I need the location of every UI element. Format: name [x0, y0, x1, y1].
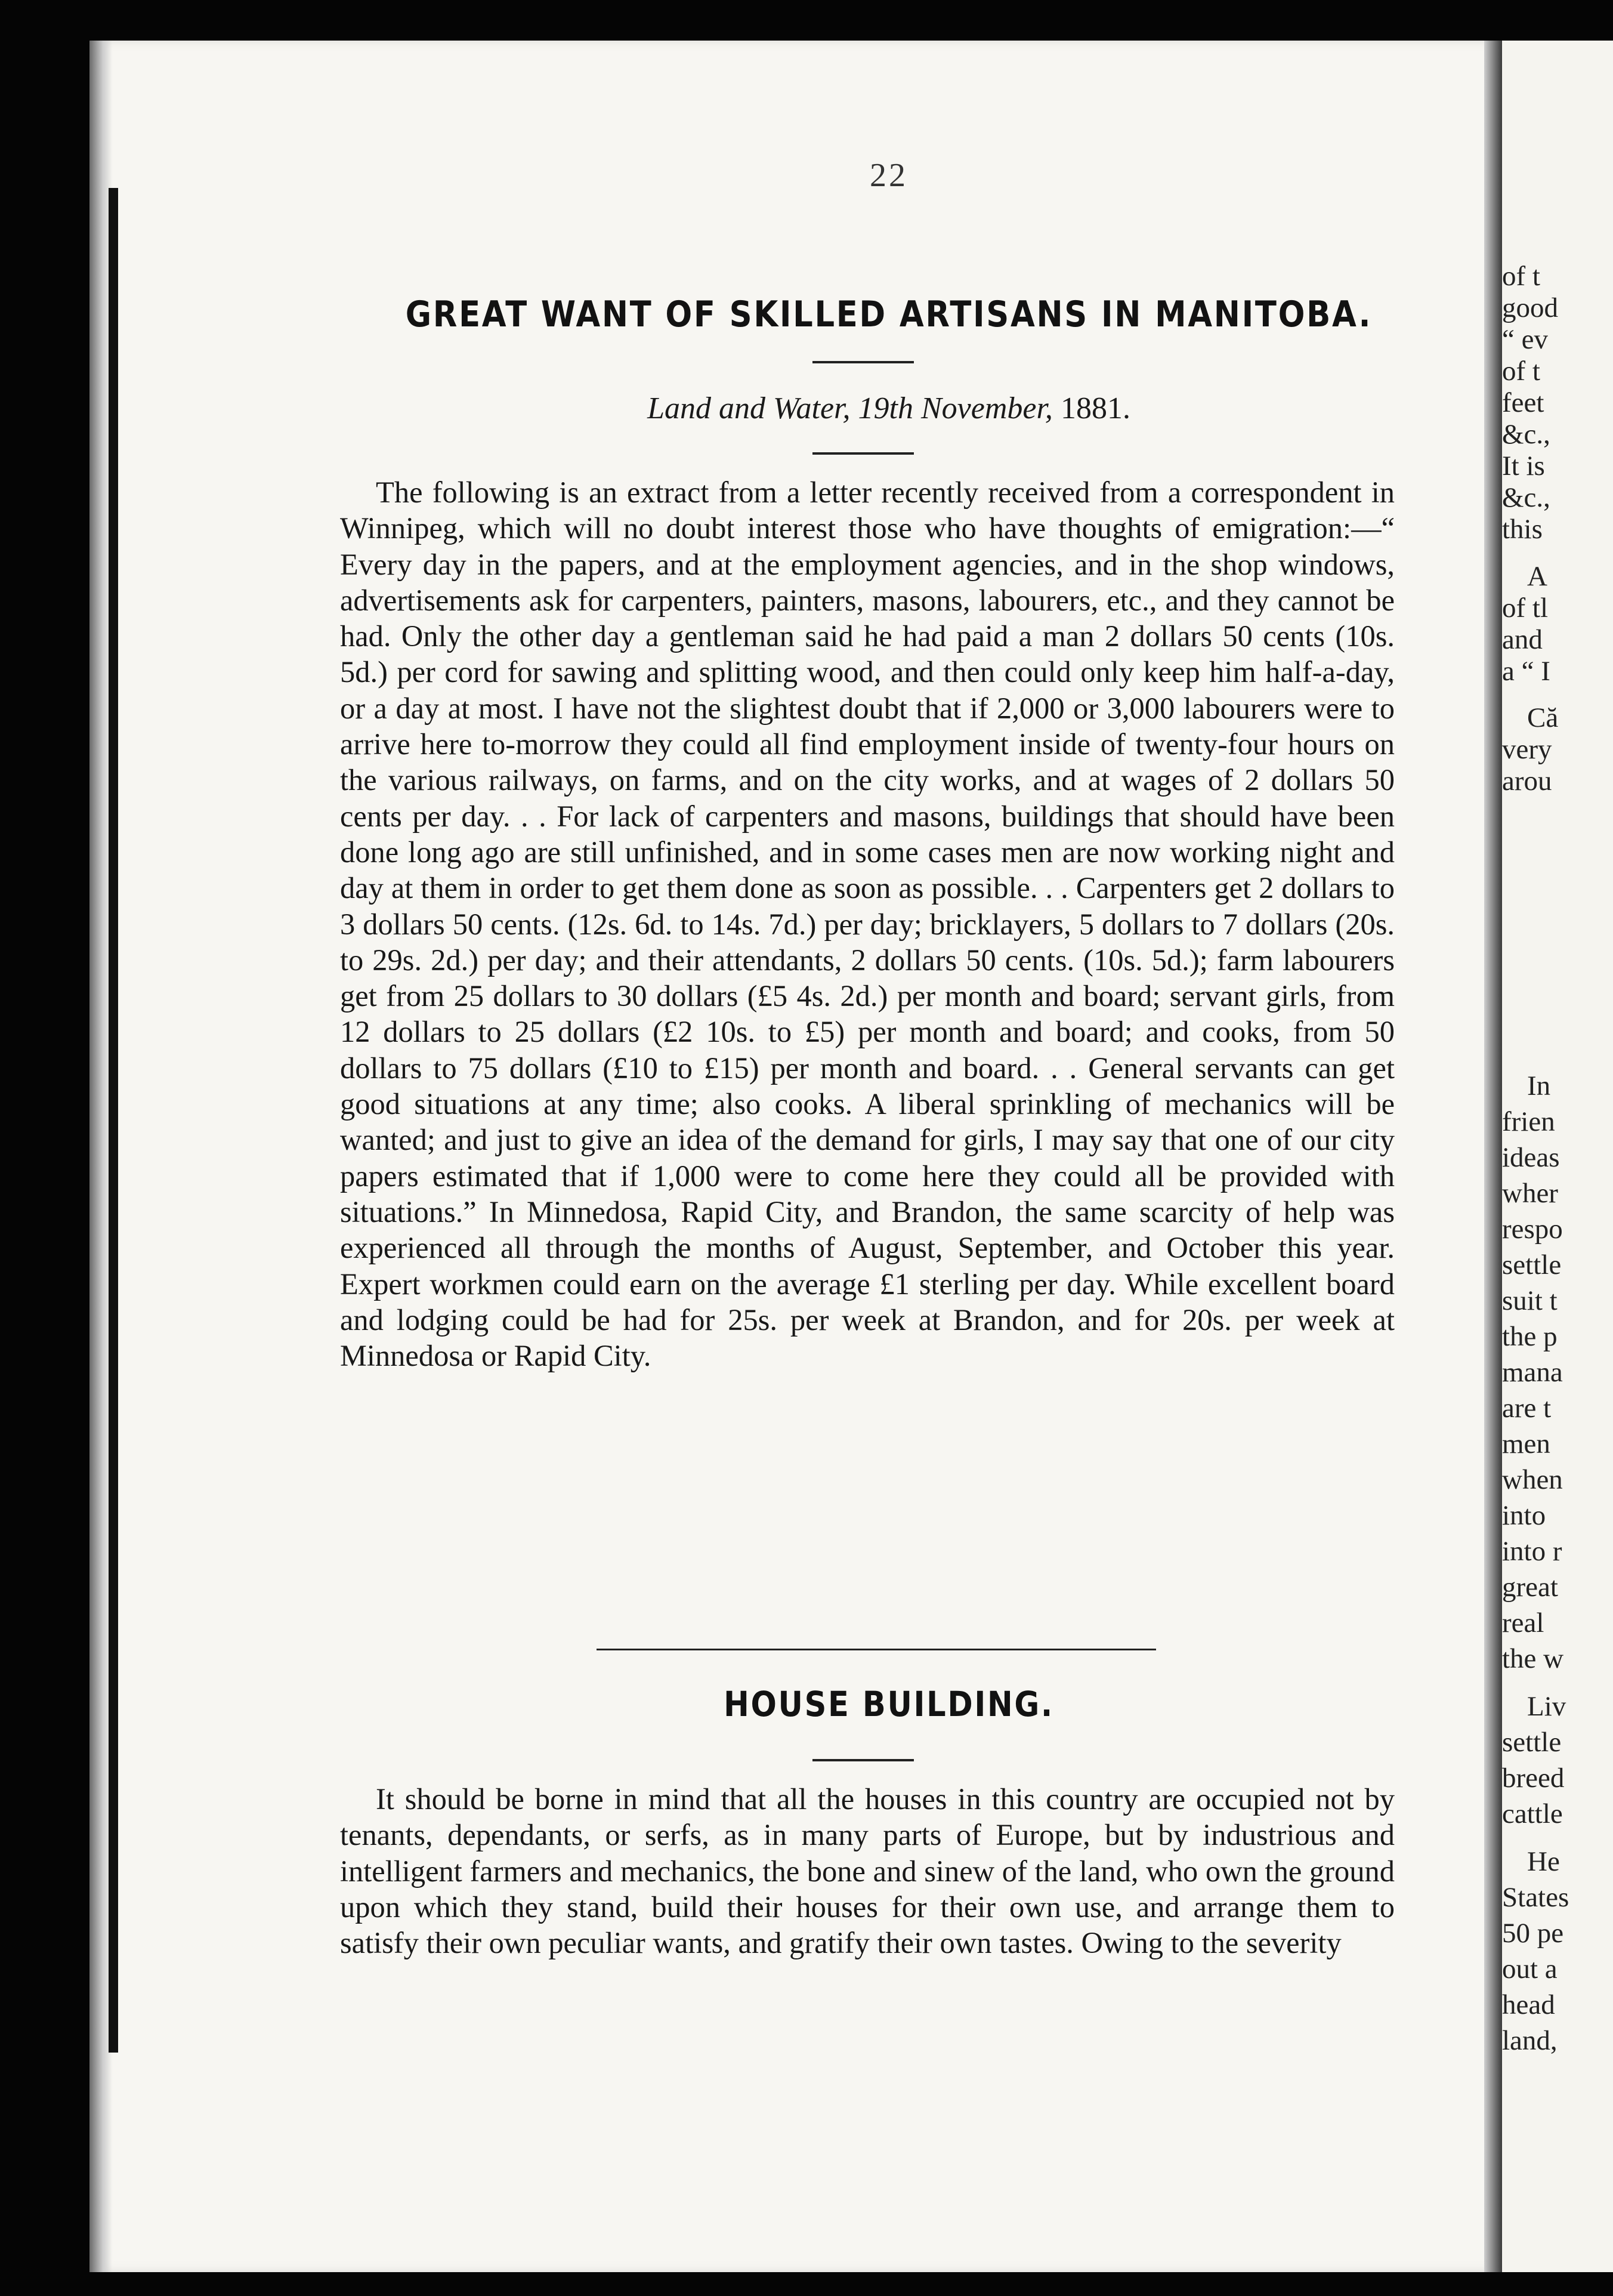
source-day: 19th: [858, 391, 913, 425]
facing-page-line: of tl: [1502, 592, 1549, 624]
facing-page: [1502, 41, 1613, 2272]
facing-page-line: head: [1502, 1989, 1555, 2020]
facing-page-line: frien: [1502, 1106, 1555, 1137]
facing-page-line: are t: [1502, 1393, 1552, 1424]
facing-page-line: into: [1502, 1500, 1546, 1531]
facing-page-line: arou: [1502, 766, 1552, 797]
facing-page-line: suit t: [1502, 1285, 1558, 1316]
facing-page-line: He: [1527, 1846, 1560, 1877]
facing-page-line: 50 pe: [1502, 1918, 1564, 1949]
title-divider: [812, 1759, 914, 1761]
facing-page-line: the w: [1502, 1643, 1564, 1674]
facing-page-line: In: [1527, 1070, 1551, 1101]
facing-page-line: Că: [1527, 702, 1559, 733]
source-year: 1881.: [1060, 391, 1130, 425]
facing-page-line: of t: [1502, 261, 1540, 292]
facing-page-line: &c.,: [1502, 482, 1550, 513]
article-body: The following is an extract from a letter recently received from a correspondent in Winnipeg, which will no doubt interest those who have thoughts of emigration:—“ Every day in the papers, and at the employment agencies, and in the shop windows, advertisements ask for carpenters, painters, masons, labourers, etc., and they cannot be had. Only the other day a gentleman said he had paid a man 2 dollars 50 cents (10s. 5d.) per cord for sawing and splitting wood, and then could only keep him half-a-day, or a day at most. I have not the slightest doubt that if 2,000 or 3,000 labourers were to arrive here to-morrow they could all find employment inside of twenty-four hours on the various railways, on farms, and on the city works, and at wages of 2 dollars 50 cents per day. . . For lack of carpenters and masons, buildings that should have been done long ago are still unfinished, and in some cases men are now working night and day at them in order to get them done as soon as possible. . . Carpenters get 2 dollars to 3 dollars 50 cents. (12s. 6d. to 14s. 7d.) per day; bricklayers, 5 dollars to 7 dollars (20s. to 29s. 2d.) per day; and their attendants, 2 dollars 50 cents. (10s. 5d.); farm labourers get from 25 dollars to 30 dollars (£5 4s. 2d.) per month and board; servant girls, from 12 dollars to 25 dollars (£2 10s. to £5) per month and board; and cooks, from 50 dollars to 75 dollars (£10 to £15) per month and board. . . General servants can get good situations at any time; also cooks. A liberal sprinkling of mechanics will be wanted; and just to give an idea of the demand for girls, I may say that one of our city papers estimated that if 1,000 were to come here they could all be provided with situations.” In Minnedosa, Rapid City, and Brandon, the same scarcity of help was experienced all through the months of August, September, and October this year. Expert workmen could earn on the average £1 sterling per day. While excellent board and lodging could be had for 25s. per week at Brandon, and for 20s. per week at Minnedosa or Rapid City.: [340, 476, 1395, 1373]
facing-page-line: respo: [1502, 1214, 1563, 1245]
facing-page-line: a “ I: [1502, 656, 1550, 687]
facing-page-line: feet: [1502, 387, 1544, 418]
facing-page-line: breed: [1502, 1763, 1565, 1794]
facing-page-line: great: [1502, 1572, 1558, 1603]
facing-page-line: ideas: [1502, 1142, 1560, 1173]
page-number: 22: [870, 157, 908, 194]
facing-page-line: out a: [1502, 1954, 1558, 1985]
page-edge-shadow: [1484, 41, 1502, 2272]
section-title: HOUSE BUILDING.: [724, 1684, 1054, 1724]
facing-page-line: this: [1502, 514, 1543, 545]
facing-page-line: land,: [1502, 2025, 1558, 2056]
source-citation: [239, 391, 1539, 426]
facing-page-line: men: [1502, 1428, 1550, 1459]
facing-page-line: mana: [1502, 1357, 1563, 1388]
margin-rule: [109, 188, 118, 2053]
facing-page-line: when: [1502, 1464, 1563, 1495]
facing-page-line: good: [1502, 292, 1558, 323]
section-body: It should be borne in mind that all the houses in this country are occupied not by tenants, dependants, or serfs, as in many parts of Europe, but by industrious and intelligent farmers and mechanics, the bone and sinew of the land, who own the ground upon which they stand, build their houses for their own use, and arrange them to satisfy their own peculiar wants, and gratify their own tastes. Owing to the severity: [340, 1782, 1395, 1960]
facing-page-line: very: [1502, 734, 1552, 765]
source-publication: Land and Water,: [647, 391, 851, 425]
facing-page-line: settle: [1502, 1727, 1562, 1758]
facing-page-line: wher: [1502, 1178, 1558, 1209]
facing-page-line: and: [1502, 624, 1543, 655]
source-month: November,: [920, 391, 1053, 425]
facing-page-line: settle: [1502, 1249, 1562, 1280]
facing-page-line: real: [1502, 1607, 1544, 1638]
facing-page-line: &c.,: [1502, 419, 1550, 450]
facing-page-line: It is: [1502, 450, 1545, 482]
facing-page-line: “ ev: [1502, 324, 1548, 355]
title-divider: [812, 361, 914, 363]
facing-page-line: States: [1502, 1882, 1569, 1913]
section-divider: [597, 1649, 1156, 1650]
article-title: GREAT WANT OF SKILLED ARTISANS IN MANITOBA.: [405, 294, 1373, 335]
facing-page-line: cattle: [1502, 1798, 1563, 1829]
facing-page-line: the p: [1502, 1321, 1558, 1352]
facing-page-line: of t: [1502, 356, 1540, 387]
citation-divider: [812, 452, 914, 455]
facing-page-line: A: [1527, 561, 1547, 592]
facing-page-line: into r: [1502, 1536, 1562, 1567]
facing-page-line: Liv: [1527, 1691, 1566, 1722]
